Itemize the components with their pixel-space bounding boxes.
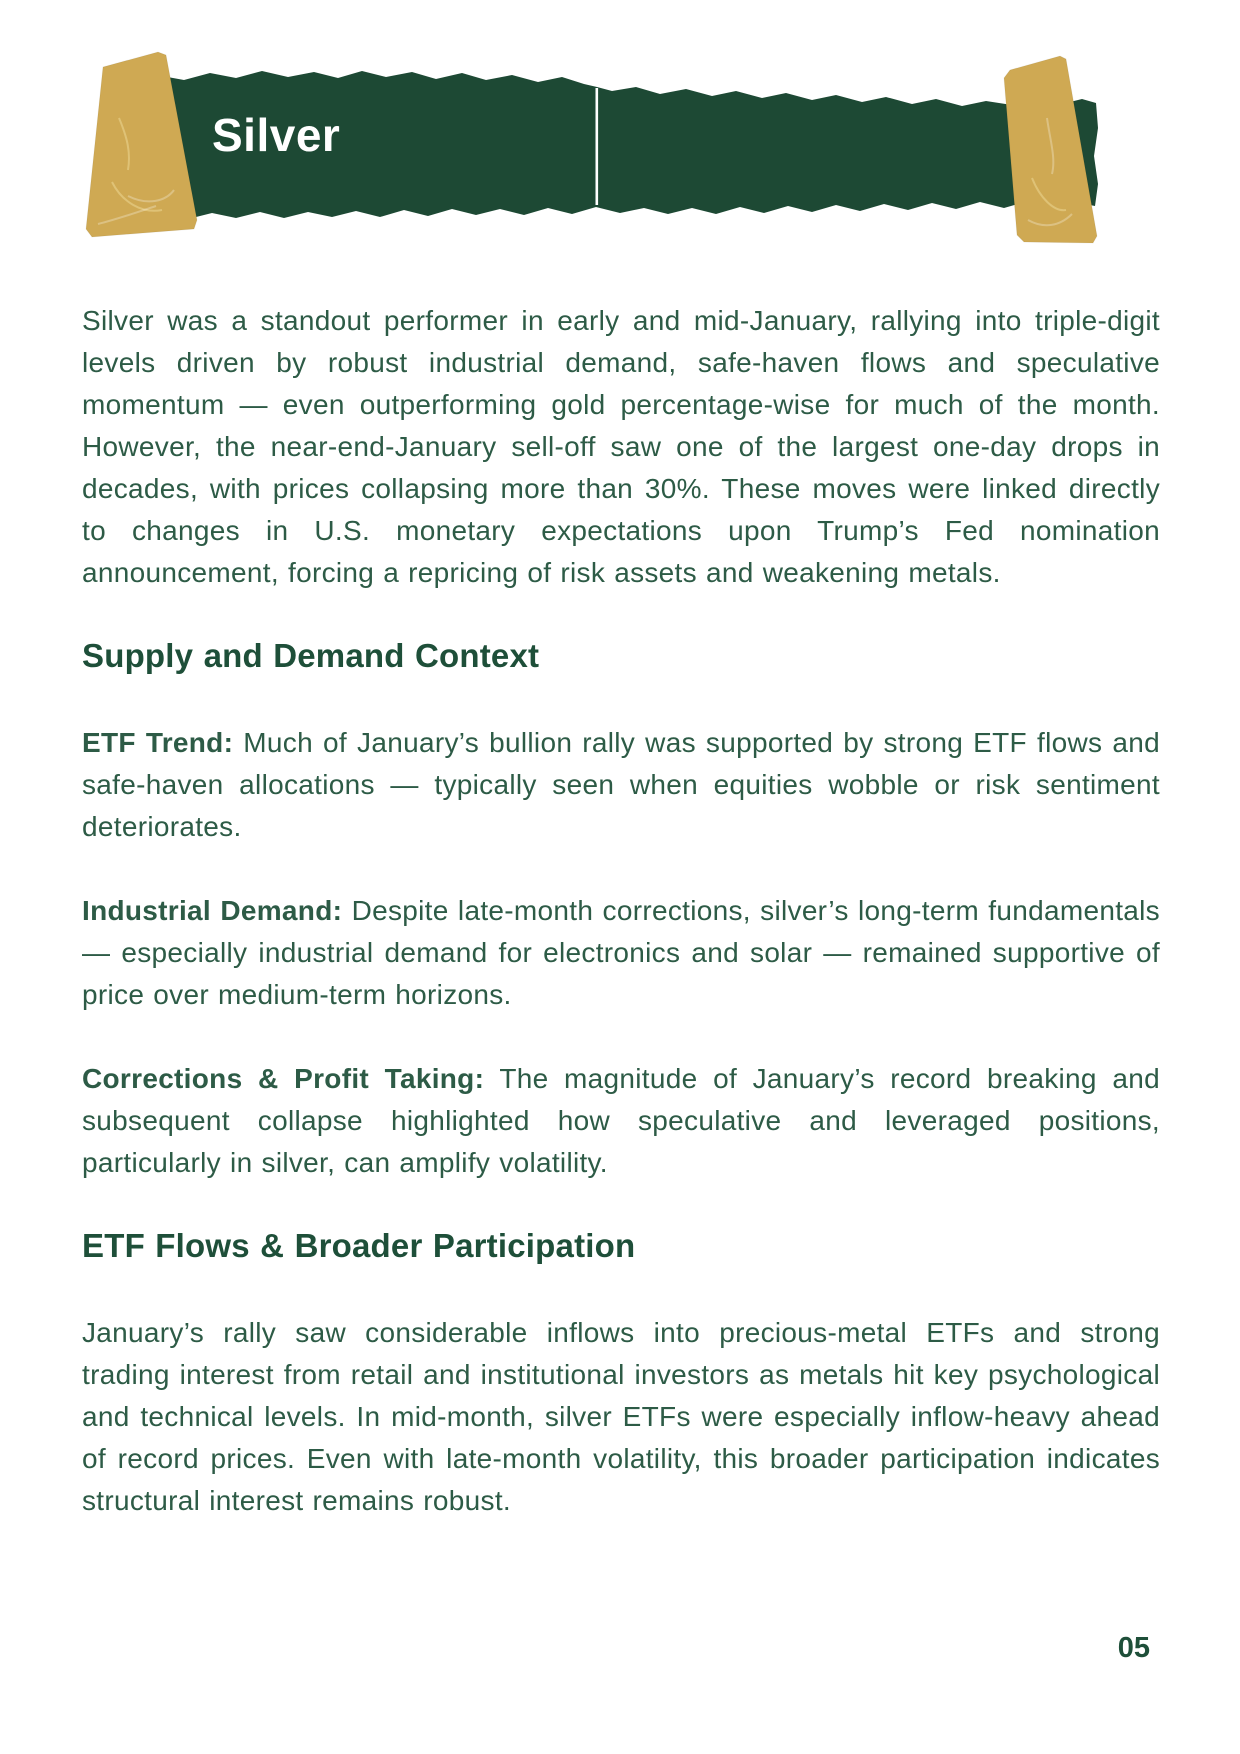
page-number: 05 [1117,1632,1150,1664]
paragraph-lead: Corrections & Profit Taking: [82,1063,485,1094]
section-banner [0,0,1240,260]
banner-divider-line [596,88,599,205]
page-title: Silver [212,109,341,161]
torn-banner-graphic [0,0,1240,260]
page-content [82,300,1160,1564]
intro-text: Silver was a standout performer in early and mid-January, rallying into triple-digit levels driven by robust industrial demand, safe-haven flows and speculative momentum — even outperforming gold percentage-wise for much of the month. However, the near-end-January sell-off saw one of the largest one-day drops in decades, with prices collapsing more than 30%. These moves were linked directly to changes in U.S. monetary expectations upon Trump’s Fed nomination announcement, forcing a repricing of risk assets and weakening metals. [82,305,1160,588]
paragraph-lead: Industrial Demand: [82,895,343,926]
heading-etf-flows-broader-participation: ETF Flows & Broader Participation [82,1227,636,1264]
paragraph-text: The magnitude of January’s record breaking and subsequent collapse highlighted how speculative and leveraged positions, particularly in silver, can amplify volatility. [82,1063,1161,1178]
paragraph-etf-trend [82,722,1160,848]
intro-paragraph [82,300,1160,594]
paragraph-etf-flows [82,1312,1160,1522]
heading-supply-and-demand-context: Supply and Demand Context [82,637,540,674]
paragraph-text: Despite late-month corrections, silver’s long-term fundamentals — especially industrial demand for electronics and solar — remained supportive of price over medium-term horizons. [82,895,1160,1010]
paragraph-corrections-profit-taking [82,1058,1160,1184]
paragraph-industrial-demand [82,890,1160,1016]
paragraph-text: Much of January’s bullion rally was supported by strong ETF flows and safe-haven allocations — typically seen when equities wobble or risk sentiment deteriorates. [82,727,1160,842]
paragraph-lead: ETF Trend: [82,727,234,758]
paragraph-text: January’s rally saw considerable inflows into precious-metal ETFs and strong trading interest from retail and institutional investors as metals hit key psychological and technical levels. In mid-month, silver ETFs were especially inflow-heavy ahead of record prices. Even with late-month volatility, this broader participation indicates structural interest remains robust. [82,1317,1160,1516]
